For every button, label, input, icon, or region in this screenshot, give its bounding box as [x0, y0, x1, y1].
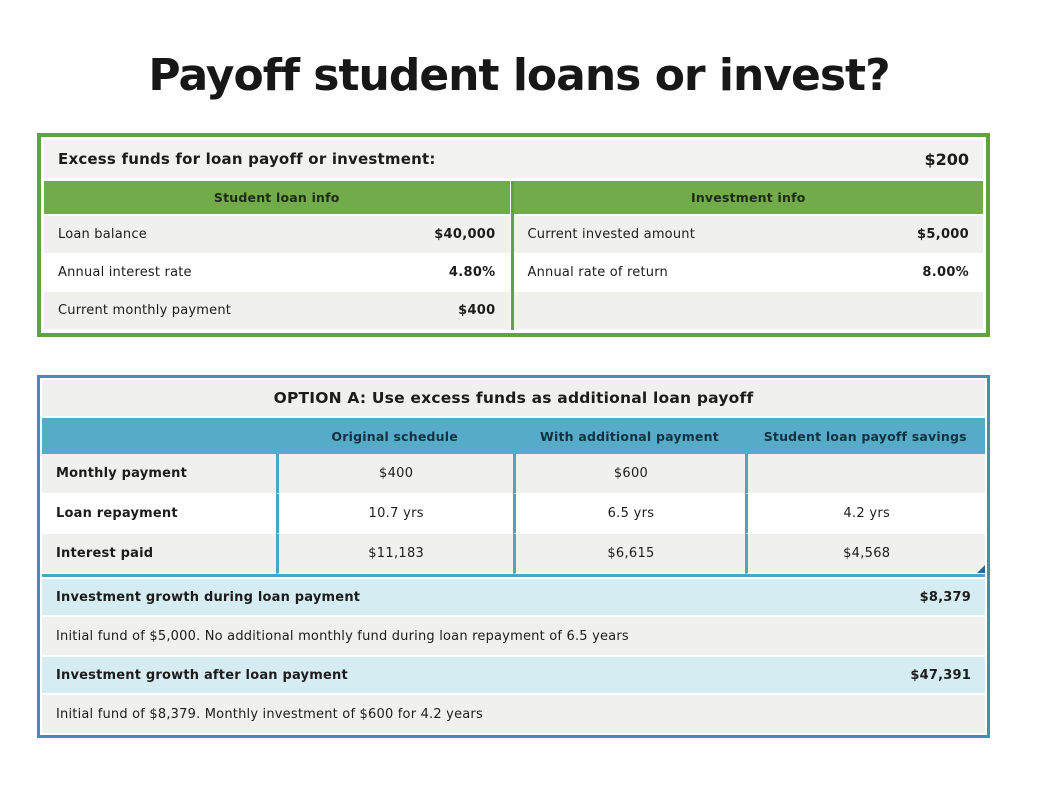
excess-funds-value-cell[interactable]: $200	[924, 149, 969, 169]
growth-after-loan-label: Investment growth after loan payment	[56, 667, 348, 683]
current-invested-amount-label: Current invested amount	[527, 227, 696, 242]
monthly-payment-label: Monthly payment	[42, 454, 276, 494]
empty-row	[514, 292, 984, 330]
interest-paid-original-cell: $11,183	[276, 534, 514, 574]
excess-funds-table	[37, 133, 990, 337]
table-row	[514, 216, 984, 254]
table-row	[514, 254, 984, 292]
excess-funds-header-row	[44, 140, 983, 178]
growth-during-loan-label: Investment growth during loan payment	[56, 589, 361, 605]
column-header-with-additional-payment: With additional payment	[540, 428, 719, 444]
option-a-table	[37, 375, 990, 738]
table-row	[42, 454, 985, 494]
table-row	[44, 254, 510, 292]
column-header-row	[42, 418, 985, 454]
growth-after-loan-value: $47,391	[910, 667, 971, 683]
info-sections	[44, 181, 983, 330]
table-row	[44, 216, 510, 254]
growth-after-loan-row	[42, 657, 985, 693]
current-monthly-payment-label: Current monthly payment	[58, 303, 232, 318]
monthly-payment-additional-cell: $600	[513, 454, 745, 494]
loan-balance-value-cell[interactable]: $40,000	[434, 227, 496, 242]
annual-rate-of-return-label: Annual rate of return	[527, 265, 668, 280]
page	[0, 50, 1038, 800]
loan-balance-label: Loan balance	[58, 227, 147, 242]
student-loan-info-header: Student loan info	[44, 181, 510, 214]
monthly-payment-savings-cell	[745, 454, 985, 494]
interest-paid-savings-value: $4,568	[843, 546, 891, 561]
option-a-data-grid	[42, 454, 985, 574]
investment-info-header: Investment info	[514, 181, 984, 214]
column-header-payoff-savings: Student loan payoff savings	[763, 428, 967, 444]
student-loan-info-section	[44, 181, 514, 330]
current-monthly-payment-value-cell[interactable]: $400	[458, 303, 496, 318]
growth-after-loan-note: Initial fund of $8,379. Monthly investment of $600 for 4.2 years	[42, 695, 985, 733]
column-header-spacer	[42, 418, 276, 454]
loan-repayment-original-cell: 10.7 yrs	[276, 494, 514, 534]
interest-paid-additional-cell: $6,615	[513, 534, 745, 574]
annual-interest-rate-label: Annual interest rate	[58, 265, 192, 280]
growth-during-loan-note: Initial fund of $5,000. No additional monthly fund during loan repayment of 6.5 years	[42, 617, 985, 655]
table-row	[42, 494, 985, 534]
monthly-payment-original-cell: $400	[276, 454, 514, 494]
loan-repayment-savings-cell: 4.2 yrs	[745, 494, 985, 534]
investment-growth-summary	[42, 574, 985, 733]
growth-during-loan-row	[42, 579, 985, 615]
option-a-title: OPTION A: Use excess funds as additional loan payoff	[42, 380, 985, 416]
table-row	[44, 292, 510, 330]
loan-repayment-label: Loan repayment	[42, 494, 276, 534]
interest-paid-label: Interest paid	[42, 534, 276, 574]
cell-corner-marker	[977, 565, 985, 573]
annual-interest-rate-value-cell[interactable]: 4.80%	[448, 265, 496, 280]
page-title: Payoff student loans or invest?	[148, 50, 890, 101]
excess-funds-label: Excess funds for loan payoff or investment:	[58, 150, 436, 168]
table-row	[42, 534, 985, 574]
growth-during-loan-value: $8,379	[919, 589, 971, 605]
interest-paid-savings-cell	[745, 534, 985, 574]
current-invested-amount-value-cell[interactable]: $5,000	[917, 227, 969, 242]
investment-info-section	[514, 181, 984, 330]
column-header-original-schedule: Original schedule	[331, 428, 458, 444]
annual-rate-of-return-value-cell[interactable]: 8.00%	[922, 265, 969, 280]
loan-repayment-additional-cell: 6.5 yrs	[513, 494, 745, 534]
